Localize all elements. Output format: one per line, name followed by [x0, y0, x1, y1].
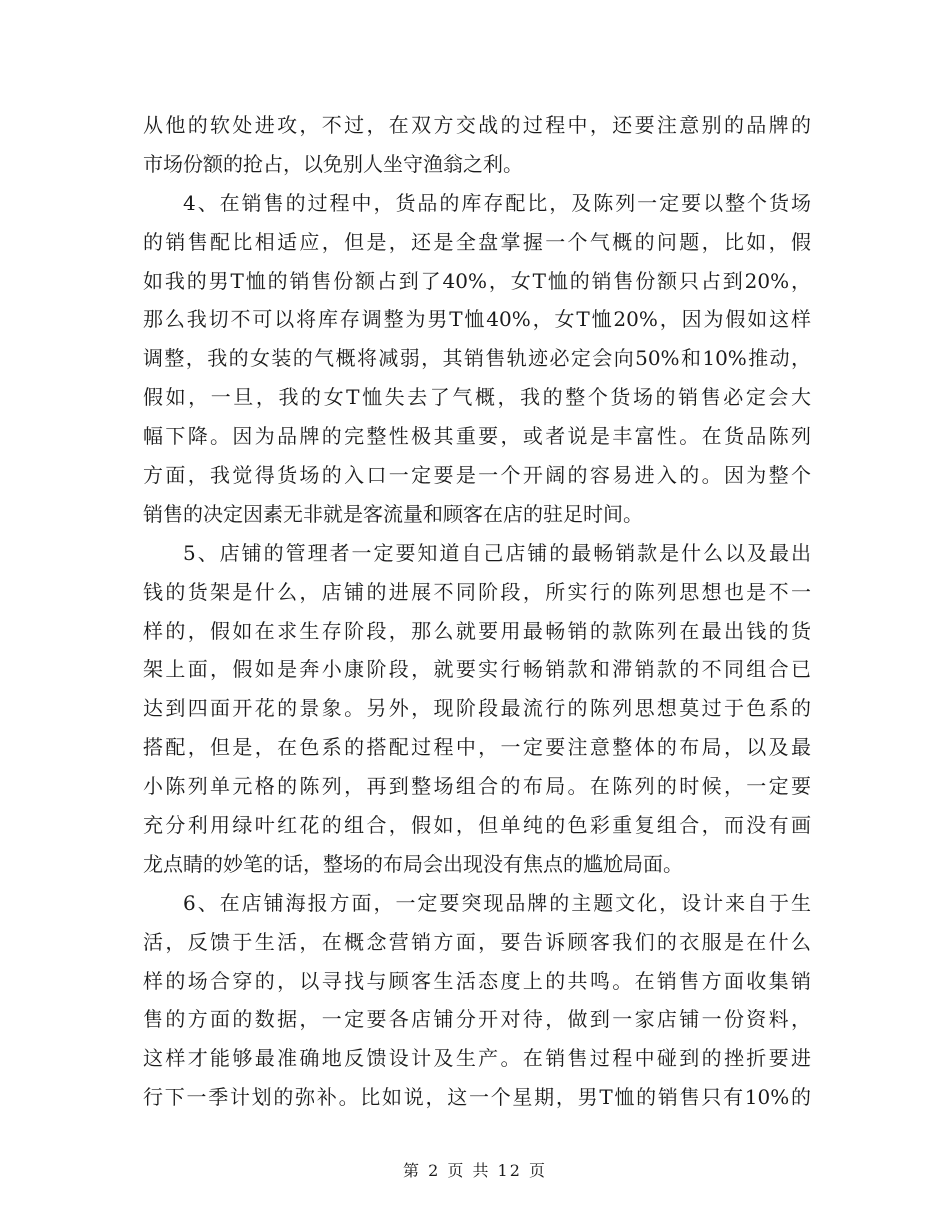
text-line: 搭配，但是，在色系的搭配过程中，一定要注意整体的布局，以及最 — [143, 735, 811, 760]
text-line: 市场份额的抢占，以免别人坐守渔翁之利。 — [143, 151, 523, 176]
text-line: 小陈列单元格的陈列，再到整场组合的布局。在陈列的时候，一定要 — [143, 774, 811, 799]
text-line: 方面，我觉得货场的入口一定要是一个开阔的容易进入的。因为整个 — [143, 463, 811, 488]
text-line: 5、店铺的管理者一定要知道自己店铺的最畅销款是什么以及最出 — [183, 540, 811, 565]
text-line: 这样才能够最准确地反馈设计及生产。在销售过程中碰到的挫折要进 — [143, 1046, 811, 1071]
text-line: 6、在店铺海报方面，一定要突现品牌的主题文化，设计来自于生 — [183, 890, 811, 915]
text-line: 行下一季计划的弥补。比如说，这一个星期，男T恤的销售只有10%的 — [143, 1085, 811, 1110]
text-line: 从他的软处进攻，不过，在双方交战的过程中，还要注意别的品牌的 — [143, 113, 811, 137]
text-line: 售的方面的数据，一定要各店铺分开对待，做到一家店铺一份资料， — [143, 1007, 811, 1032]
text-line: 的销售配比相适应，但是，还是全盘掌握一个气概的问题，比如，假 — [143, 229, 811, 254]
text-line: 样的，假如在求生存阶段，那么就要用最畅销的款陈列在最出钱的货 — [143, 618, 811, 643]
page-number-footer: 第 2 页 共 12 页 — [403, 1161, 547, 1180]
text-line: 架上面，假如是奔小康阶段，就要实行畅销款和滞销款的不同组合已 — [143, 657, 811, 682]
text-line: 那么我切不可以将库存调整为男T恤40%，女T恤20%，因为假如这样 — [143, 307, 811, 332]
text-line: 达到四面开花的景象。另外，现阶段最流行的陈列思想莫过于色系的 — [143, 696, 811, 721]
text-line: 充分利用绿叶红花的组合，假如，但单纯的色彩重复组合，而没有画 — [143, 813, 811, 838]
text-line: 幅下降。因为品牌的完整性极其重要，或者说是丰富性。在货品陈列 — [143, 424, 811, 449]
text-line: 活，反馈于生活，在概念营销方面，要告诉顾客我们的衣服是在什么 — [143, 929, 811, 954]
text-line: 假如，一旦，我的女T恤失去了气概，我的整个货场的销售必定会大 — [143, 385, 811, 410]
text-line: 如我的男T恤的销售份额占到了40%，女T恤的销售份额只占到20%， — [143, 268, 811, 293]
text-line: 销售的决定因素无非就是客流量和顾客在店的驻足时间。 — [143, 501, 643, 526]
body-text — [143, 106, 811, 1117]
text-line: 龙点睛的妙笔的话，整场的布局会出现没有焦点的尴尬局面。 — [143, 851, 683, 876]
text-line: 调整，我的女装的气概将减弱，其销售轨迹必定会向50%和10%推动， — [143, 346, 811, 371]
text-line: 样的场合穿的，以寻找与顾客生活态度上的共鸣。在销售方面收集销 — [143, 968, 811, 993]
text-line: 钱的货架是什么，店铺的进展不同阶段，所实行的陈列思想也是不一 — [143, 579, 811, 604]
text-line: 4、在销售的过程中，货品的库存配比，及陈列一定要以整个货场 — [183, 190, 811, 215]
